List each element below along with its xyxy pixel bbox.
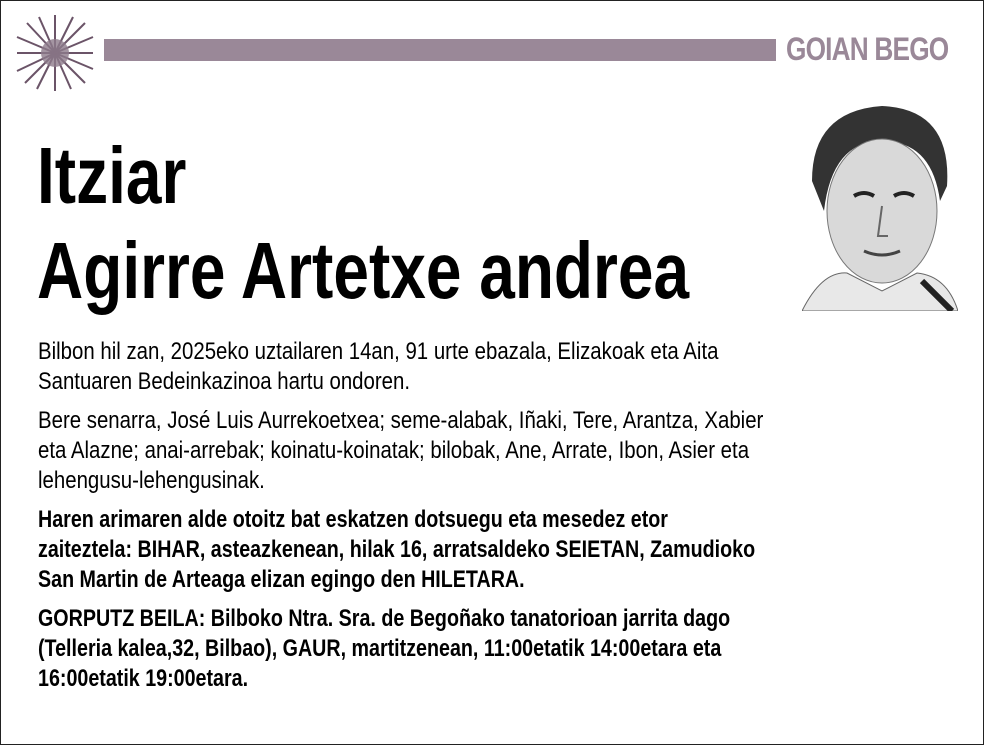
- flower-logo-icon: [13, 13, 97, 93]
- paragraph-1: [38, 337, 913, 397]
- paragraph-line: Bere senarra, José Luis Aurrekoetxea; seme-alabak, Iñaki, Tere, Arantza, Xabier: [38, 407, 764, 434]
- paragraph-line: Santuaren Bedeinkazinoa hartu ondoren.: [38, 368, 411, 395]
- paragraph-line: San Martin de Arteaga elizan egingo den HILETARA.: [38, 566, 525, 593]
- deceased-first-name: Itziar: [37, 131, 187, 220]
- paragraph-line: 16:00etatik 19:00etara.: [38, 665, 249, 692]
- paragraph-line: Haren arimaren alde otoitz bat eskatzen dotsuegu eta mesedez etor: [38, 506, 668, 533]
- header-divider-bar: [104, 39, 776, 61]
- paragraph-line: Bilbon hil zan, 2025eko uztailaren 14an, 91 urte ebazala, Elizakoak eta Aita: [38, 338, 719, 365]
- obituary-body: [38, 337, 913, 703]
- paragraph-line: eta Alazne; anai-arrebak; koinatu-koinatak; bilobak, Ane, Arrate, Ibon, Asier eta: [38, 437, 750, 464]
- paragraph-2: [38, 406, 913, 496]
- deceased-portrait: [802, 101, 958, 311]
- paragraph-4: [38, 604, 913, 694]
- paragraph-line: zaiteztela: BIHAR, asteazkenean, hilak 16, arratsaldeko SEIETAN, Zamudioko: [38, 536, 756, 563]
- paragraph-line: GORPUTZ BEILA: Bilboko Ntra. Sra. de Begoñako tanatorioan jarrita dago: [38, 605, 731, 632]
- deceased-surname: Agirre Artetxe andrea: [37, 226, 690, 315]
- paragraph-3: [38, 505, 913, 595]
- paragraph-line: (Telleria kalea,32, Bilbao), GAUR, martitzenean, 11:00etatik 14:00etara eta: [38, 635, 722, 662]
- paragraph-line: lehengusu-lehengusinak.: [38, 467, 265, 494]
- section-label: GOIAN BEGO: [786, 31, 949, 67]
